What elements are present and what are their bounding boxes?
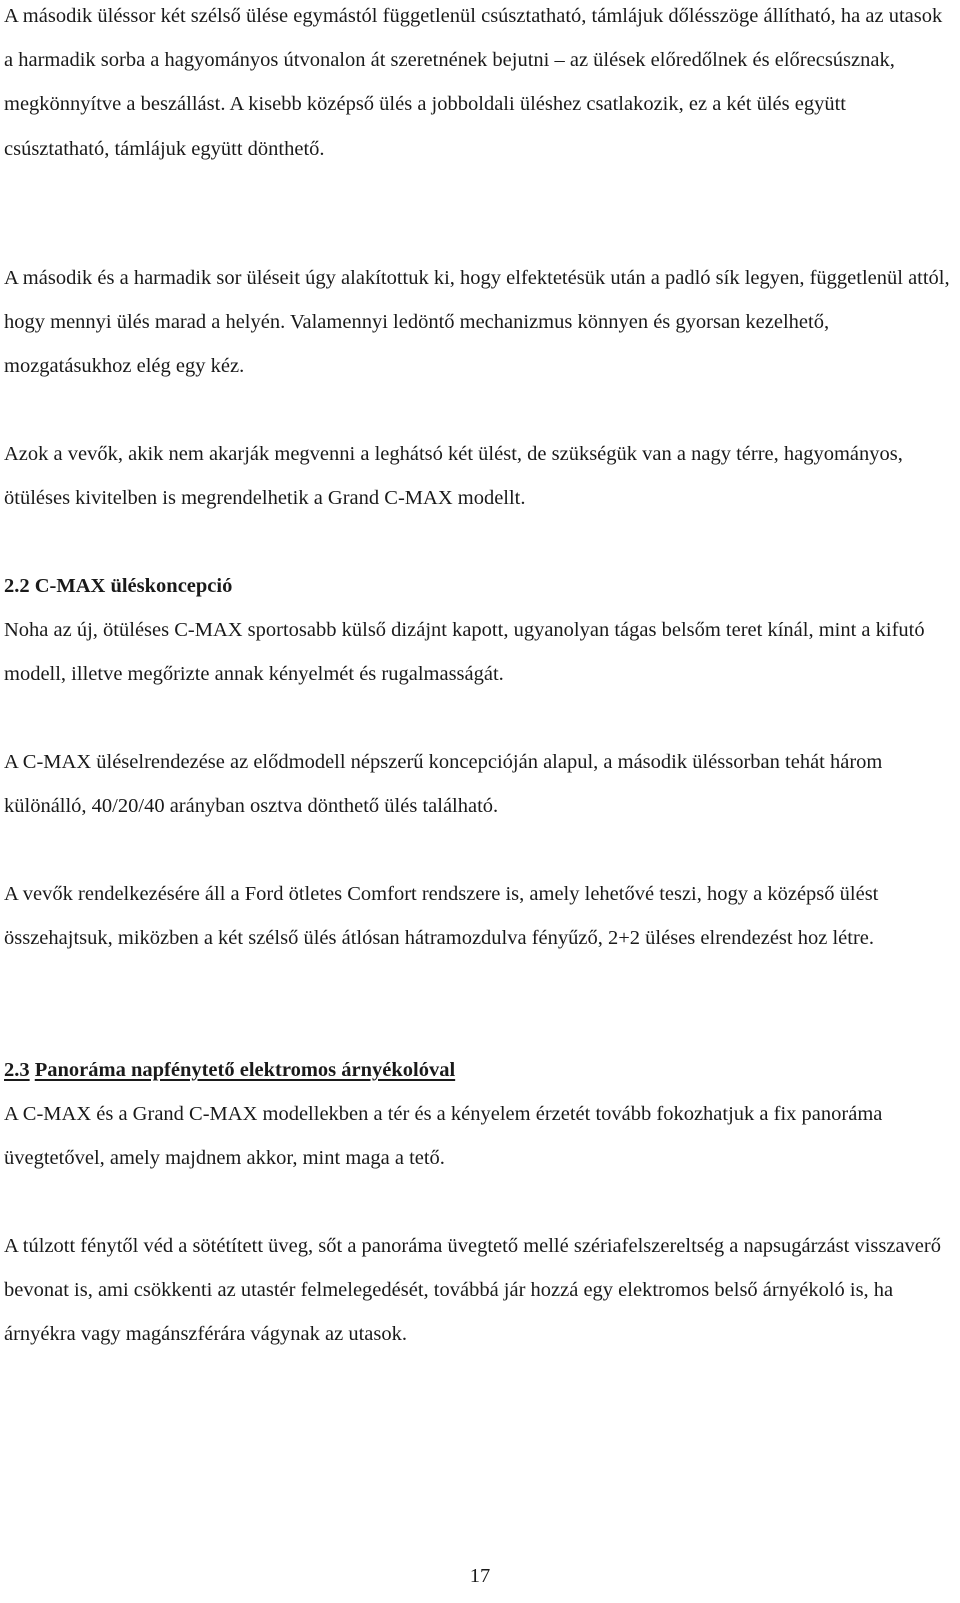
page-number: 17 bbox=[469, 1565, 491, 1587]
paragraph-tinted-glass: A túlzott fénytől véd a sötétített üveg, sőt a panoráma üvegtető mellé szériafelszereltség a napsugárzást visszaverő bevonat is, ami csökkenti az utastér felmelegedését, továbbá jár hozzá egy elektromos belső árnyékoló is, ha árnyékra vagy magánszférára vágynak az utasok. bbox=[4, 1235, 941, 1346]
paragraph-comfort-system: A vevők rendelkezésére áll a Ford ötletes Comfort rendszere is, amely lehetővé teszi, hogy a középső ülést összehajtsuk, miközben a két szélső ülés átlósan hátramozdulva fényűző, 2+2 üléses elrendezést hoz létre. bbox=[4, 883, 879, 950]
section-heading-2-3 bbox=[4, 1048, 954, 1092]
paragraph-second-row-seats: A második üléssor két szélső ülése egymástól függetlenül csúsztatható, támlájuk dőlésszöge állítható, ha az utasok a harmadik sorba a hagyományos útvonalon át szeretnének bejutni – az ülések előredőlnek és előrecsúsznak, megkönnyítve a beszállást. A kisebb középső ülés a jobboldali üléshez csatlakozik, ez a két ülés együtt csúsztatható, támlájuk együtt dönthető. bbox=[4, 5, 943, 160]
section-number: 2.2 bbox=[4, 575, 30, 597]
paragraph-seat-layout: A C-MAX üléselrendezése az elődmodell népszerű koncepcióján alapul, a második üléssorban tehát három különálló, 40/20/40 arányban osztva dönthető ülés található. bbox=[4, 751, 883, 818]
section-heading-2-2 bbox=[4, 564, 954, 608]
paragraph-five-seat-option: Azok a vevők, akik nem akarják megvenni a leghátsó két ülést, de szükségük van a nagy térre, hagyományos, ötüléses kivitelben is megrendelhetik a Grand C-MAX modellt. bbox=[4, 443, 903, 510]
paragraph-panorama-roof: A C-MAX és a Grand C-MAX modellekben a tér és a kényelem érzetét tovább fokozhatjuk a fix panoráma üvegtetővel, amely majdnem akkor, mint maga a tető. bbox=[4, 1103, 883, 1170]
section-title: C-MAX üléskoncepció bbox=[34, 575, 233, 597]
section-number: 2.3 bbox=[4, 1059, 30, 1081]
paragraph-flat-floor: A második és a harmadik sor üléseit úgy alakítottuk ki, hogy elfektetésük után a padló sík legyen, függetlenül attól, hogy mennyi ülés marad a helyén. Valamennyi ledöntő mechanizmus könnyen és gyorsan kezelhető, mozgatásukhoz elég egy kéz. bbox=[4, 267, 950, 378]
section-title: Panoráma napfénytető elektromos árnyékolóval bbox=[34, 1059, 456, 1081]
paragraph-new-cmax: Noha az új, ötüléses C-MAX sportosabb külső dizájnt kapott, ugyanolyan tágas belsőm teret kínál, mint a kifutó modell, illetve megőrizte annak kényelmét és rugalmasságát. bbox=[4, 619, 925, 686]
